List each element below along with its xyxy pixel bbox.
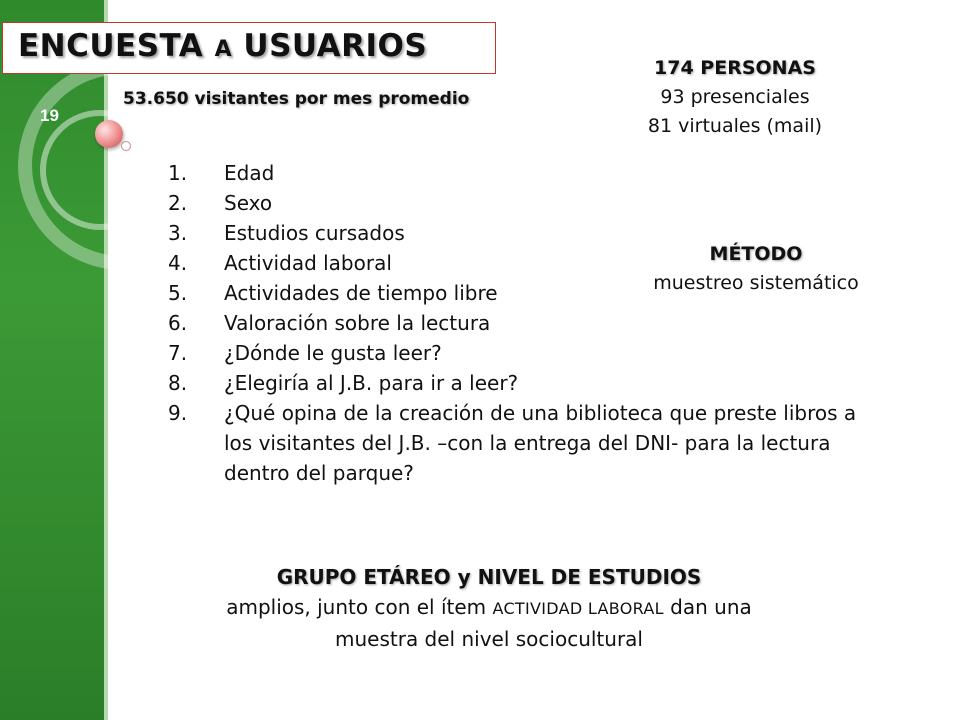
list-item xyxy=(168,308,858,338)
list-item xyxy=(168,218,858,248)
conclusion-block xyxy=(200,562,778,654)
decorative-bubble-small xyxy=(121,141,131,151)
list-item xyxy=(168,248,858,278)
visitors-text: 53.650 visitantes por mes promedio xyxy=(123,89,470,109)
list-item-number: 4. xyxy=(168,251,188,275)
list-item xyxy=(168,398,858,488)
list-item-number: 9. xyxy=(168,401,188,425)
list-item-number: 5. xyxy=(168,281,188,305)
list-item-text: Estudios cursados xyxy=(224,221,405,245)
list-item-text: Edad xyxy=(224,161,275,185)
list-item-text: ¿Dónde le gusta leer? xyxy=(224,341,442,365)
slide-number: 19 xyxy=(40,106,59,125)
conclusion-text-before: amplios, junto con el ítem xyxy=(226,595,493,619)
method-heading: MÉTODO xyxy=(709,243,803,265)
participants-heading: 174 PERSONAS xyxy=(654,57,816,79)
list-item-text: Actividad laboral xyxy=(224,251,392,275)
title-part-3: USUARIOS xyxy=(232,28,428,64)
list-item xyxy=(168,188,858,218)
list-item-number: 3. xyxy=(168,221,188,245)
list-item xyxy=(168,158,858,188)
list-item-number: 8. xyxy=(168,371,188,395)
title-part-2: A xyxy=(214,37,233,62)
participants-line-1: 93 presenciales xyxy=(660,86,810,108)
list-item-number: 7. xyxy=(168,341,188,365)
list-item-text: Valoración sobre la lectura xyxy=(224,311,491,335)
list-item-text: ¿Elegiría al J.B. para ir a leer? xyxy=(224,371,519,395)
list-item-number: 6. xyxy=(168,311,188,335)
conclusion-text xyxy=(200,592,778,654)
title-part-1: ENCUESTA xyxy=(18,28,215,64)
participants-line-2: 81 virtuales (mail) xyxy=(647,115,823,137)
conclusion-text-after: dan una muestra del nivel sociocultural xyxy=(335,595,752,651)
method-text: muestreo sistemático xyxy=(653,272,859,294)
conclusion-text-caps: ACTIVIDAD LABORAL xyxy=(492,599,664,618)
list-item-text: ¿Qué opina de la creación de una biblioteca que preste libros a los visitantes del J.B. –con la entrega del DNI- para la lectura dentro del parque? xyxy=(224,401,857,485)
list-item-number: 2. xyxy=(168,191,188,215)
list-item xyxy=(168,368,858,398)
list-item xyxy=(168,338,858,368)
questions-list xyxy=(168,158,858,488)
participants-block xyxy=(605,54,865,141)
page-title xyxy=(18,28,427,64)
list-item-number: 1. xyxy=(168,161,188,185)
conclusion-heading: GRUPO ETÁREO y NIVEL DE ESTUDIOS xyxy=(276,565,702,589)
list-item-text: Actividades de tiempo libre xyxy=(224,281,498,305)
list-item xyxy=(168,278,858,308)
list-item-text: Sexo xyxy=(224,191,273,215)
decorative-bubble-large xyxy=(95,120,123,148)
